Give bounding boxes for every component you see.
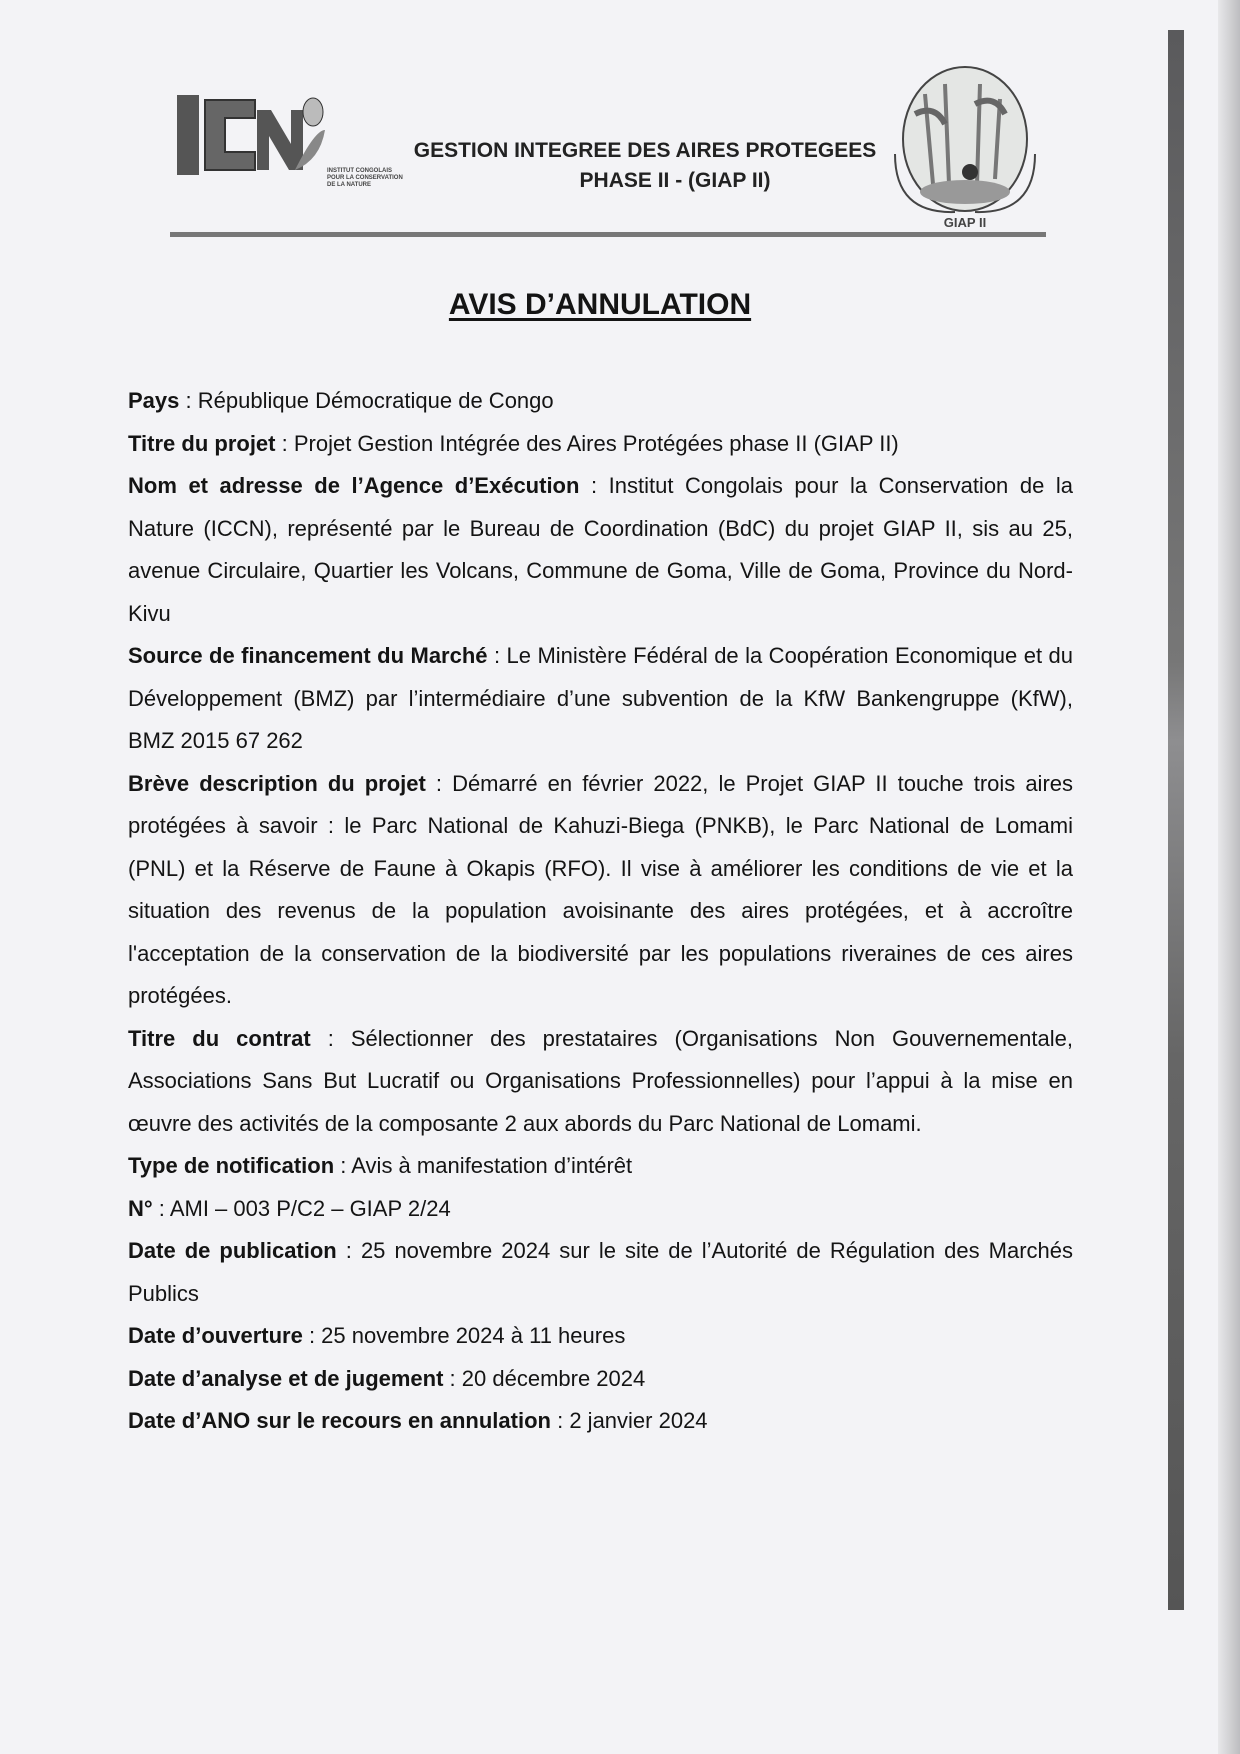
notice-field [128, 1018, 1073, 1146]
field-label: Titre du contrat [128, 1025, 311, 1051]
separator: : [310, 1025, 351, 1051]
separator: : [550, 1408, 570, 1433]
separator: : [579, 473, 609, 498]
separator: : [487, 643, 507, 668]
notice-field [128, 465, 1073, 635]
field-value: Sélectionner des prestataires (Organisations Non Gouvernementale, Associations Sans But Lucratif ou Organisations Professionnelles) pour l’appui à la mise en œuvre des activités de la composante 2 aux abords du Parc National de Lomami. [128, 1025, 1073, 1136]
separator: : [443, 1365, 462, 1391]
field-value: 25 novembre 2024 à 11 heures [321, 1323, 626, 1348]
notice-field [128, 635, 1073, 763]
svg-text:GIAP II: GIAP II [943, 215, 987, 230]
field-label: Date d’ouverture [128, 1323, 303, 1348]
field-label: Nom et adresse de l’Agence d’Exécution [128, 473, 580, 498]
notice-field [128, 1230, 1073, 1315]
letterhead [175, 80, 1055, 240]
field-label: Date d’ANO sur le recours en annulation [128, 1408, 551, 1433]
notice-field [128, 380, 1073, 423]
document-title: AVIS D’ANNULATION [448, 288, 752, 321]
page-edge [1218, 0, 1240, 1754]
notice-field [128, 423, 1073, 466]
notice-field [128, 1188, 1073, 1231]
field-value: Démarré en février 2022, le Projet GIAP II touche trois aires protégées à savoir : le Parc National de Kahuzi-Biega (PNKB), le Parc National de Lomami (PNL) et la Réserve de Faune à Okapis (RFO). Il vise à améliorer les conditions de vie et la situation des revenus de la population avoisinante des aires protégées, et à accroître l'acceptation de la conservation de la biodiversité par les populations riveraines de ces aires protégées. [128, 770, 1074, 1008]
field-value: Projet Gestion Intégrée des Aires Protégées phase II (GIAP II) [293, 430, 899, 456]
field-value: République Démocratique de Congo [197, 388, 554, 413]
notice-field [128, 1400, 1073, 1443]
field-value: 2 janvier 2024 [569, 1408, 708, 1433]
separator: : [334, 1153, 352, 1178]
iccn-logo [175, 90, 325, 180]
field-label: Date de publication [128, 1238, 337, 1263]
notice-field [128, 1358, 1073, 1401]
field-label: Type de notification [128, 1153, 335, 1178]
separator: : [336, 1238, 361, 1263]
notice-body [128, 380, 1073, 1443]
scan-border [1168, 30, 1184, 1610]
field-label: Source de financement du Marché [128, 643, 488, 668]
field-value: 25 novembre 2024 sur le site de l’Autorité de Régulation des Marchés Publics [128, 1238, 1073, 1306]
notice-field [128, 1315, 1073, 1358]
separator: : [275, 430, 294, 456]
field-label: Date d’analyse et de jugement [128, 1365, 444, 1391]
separator: : [302, 1323, 322, 1348]
giap-logo [885, 64, 1045, 234]
field-value: AMI – 003 P/C2 – GIAP 2/24 [169, 1195, 451, 1221]
field-label: Pays [128, 388, 180, 413]
separator: : [152, 1195, 170, 1221]
project-header-title: GESTION INTEGREE DES AIRES PROTEGEES PHASE II - (GIAP II) [413, 139, 877, 192]
notice-field [128, 1145, 1073, 1188]
separator: : [179, 388, 198, 413]
field-label: Titre du projet [128, 430, 276, 456]
field-label: Brève description du projet [128, 770, 426, 796]
field-value: 20 décembre 2024 [461, 1365, 646, 1391]
notice-field [128, 763, 1073, 1018]
field-label: N° [128, 1195, 153, 1221]
separator: : [425, 770, 453, 796]
iccn-subtitle: INSTITUT CONGOLAIS POUR LA CONSERVATION DE LA NATURE [327, 168, 403, 188]
field-value: Le Ministère Fédéral de la Coopération Economique et du Développement (BMZ) par l’intermédiaire d’une subvention de la KfW Bankengruppe (KfW), BMZ 2015 67 262 [128, 643, 1073, 753]
field-value: Avis à manifestation d’intérêt [351, 1153, 633, 1178]
field-value: Institut Congolais pour la Conservation de la Nature (ICCN), représenté par le Bureau de Coordination (BdC) du projet GIAP II, sis au 25, avenue Circulaire, Quartier les Volcans, Commune de Goma, Ville de Goma, Province du Nord-Kivu [128, 473, 1073, 626]
header-divider [170, 232, 1046, 237]
